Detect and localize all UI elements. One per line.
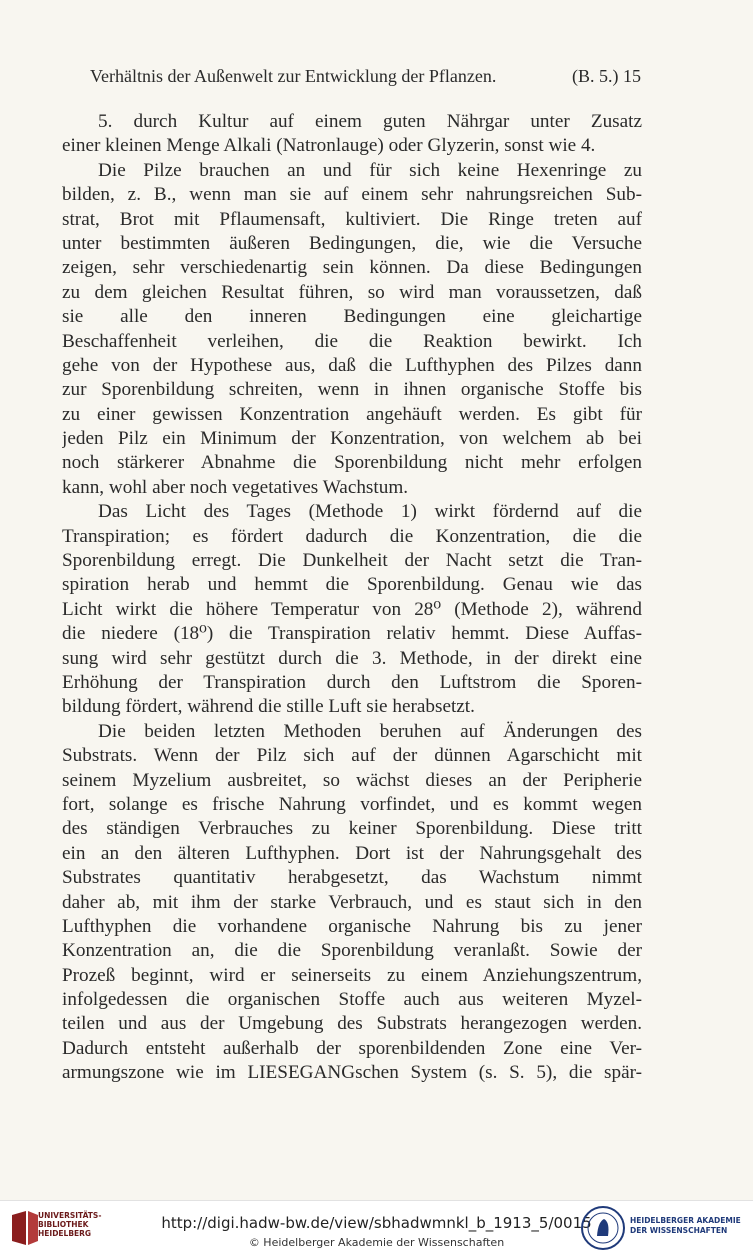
text-line: Licht wirkt die höhere Temperatur von 28⁰ (Methode 2), während	[62, 598, 642, 620]
viewer-footer	[0, 1200, 753, 1255]
text-line: einer kleinen Menge Alkali (Natronlauge) oder Glyzerin, sonst wie 4.	[62, 135, 596, 157]
text-line: des ständigen Verbrauches zu keiner Sporenbildung. Diese tritt	[62, 818, 642, 840]
text-line: Die Pilze brauchen an und für sich keine Hexenringe zu	[98, 159, 642, 181]
text-line: 5. durch Kultur auf einem guten Nährgar unter Zusatz	[98, 111, 642, 132]
text-line: fort, solange es frische Nahrung vorfindet, und es kommt wegen	[62, 793, 642, 815]
text-line: Substrates quantitativ herabgesetzt, das Wachstum nimmt	[62, 867, 642, 889]
permalink-url[interactable]: http://digi.hadw-bw.de/view/sbhadwmnkl_b_1913_5/0015	[161, 1214, 592, 1232]
text-line: teilen und aus der Umgebung des Substrats herangezogen werden.	[62, 1013, 642, 1035]
text-line: Konzentration an, die die Sporenbildung veranlaßt. Sowie der	[62, 940, 642, 962]
text-line: Dadurch entsteht außerhalb der sporenbildenden Zone eine Ver-	[62, 1037, 642, 1059]
text-line: sung wird sehr gestützt durch die 3. Methode, in der direkt eine	[62, 647, 642, 669]
text-line: Prozeß beginnt, wird er seinerseits zu einem Anziehungszentrum,	[62, 964, 642, 986]
text-line: daher ab, mit ihm der starke Verbrauch, und es staut sich in den	[62, 891, 642, 913]
text-line: bildung fördert, während die stille Luft sie herabsetzt.	[62, 696, 475, 718]
body-text	[62, 110, 642, 1086]
text-line: armungszone wie im LIESEGANGschen System (s. S. 5), die spär-	[62, 1062, 642, 1084]
text-line: kann, wohl aber noch vegetatives Wachstum.	[62, 476, 409, 498]
text-line: unter bestimmten äußeren Bedingungen, die, wie die Versuche	[62, 232, 642, 254]
text-line: Beschaffenheit verleihen, die die Reaktion bewirkt. Ich	[62, 330, 642, 352]
academy-name: HEIDELBERGER AKADEMIE DER WISSENSCHAFTEN	[630, 1216, 741, 1235]
text-line: Sporenbildung erregt. Die Dunkelheit der Nacht setzt die Tran-	[62, 550, 642, 572]
text-line: zeigen, sehr verschiedenartig sein können. Da diese Bedingungen	[62, 257, 642, 279]
text-line: sie alle den inneren Bedingungen eine gleichartige	[62, 306, 642, 328]
text-line: Das Licht des Tages (Methode 1) wirkt fördernd auf die	[98, 501, 642, 523]
text-line: spiration herab und hemmt die Sporenbildung. Genau wie das	[62, 574, 642, 596]
text-line: infolgedessen die organischen Stoffe auch aus weiteren Myzel-	[62, 989, 642, 1011]
text-line: bilden, z. B., wenn man sie auf einem sehr nahrungsreichen Sub-	[62, 184, 642, 206]
page-number: (B. 5.) 15	[572, 66, 641, 86]
text-line: strat, Brot mit Pflaumensaft, kultiviert. Die Ringe treten auf	[62, 208, 642, 230]
text-line: zu dem gleichen Resultat führen, so wird man voraussetzen, daß	[62, 281, 642, 303]
text-line: gehe von der Hypothese aus, daß die Lufthyphen des Pilzes dann	[62, 354, 642, 376]
text-line: zur Sporenbildung schreiten, wenn in ihnen organische Stoffe bis	[62, 379, 642, 401]
text-line: zu einer gewissen Konzentration angehäuft werden. Es gibt für	[62, 403, 642, 425]
header-title: Verhältnis der Außenwelt zur Entwicklung der Pflanzen.	[90, 66, 497, 86]
text-line: die niedere (18⁰) die Transpiration relativ hemmt. Diese Auffas-	[62, 623, 642, 645]
text-line: Transpiration; es fördert dadurch die Konzentration, die die	[62, 525, 642, 547]
text-line: ein an den älteren Lufthyphen. Dort ist der Nahrungsgehalt des	[62, 842, 642, 864]
text-line: seinem Myzelium ausbreitet, so wächst dieses an der Peripherie	[62, 769, 642, 791]
text-line: Substrats. Wenn der Pilz sich auf der dünnen Agarschicht mit	[62, 745, 642, 767]
text-line: Erhöhung der Transpiration durch den Luftstrom die Sporen-	[62, 671, 642, 693]
text-line: noch stärkerer Abnahme die Sporenbildung nicht mehr erfolgen	[62, 452, 642, 474]
copyright-notice: © Heidelberger Akademie der Wissenschaften	[248, 1236, 505, 1249]
library-name: UNIVERSITÄTS- BIBLIOTHEK HEIDELBERG	[38, 1211, 102, 1238]
running-header	[62, 66, 641, 92]
text-line: Die beiden letzten Methoden beruhen auf Änderungen des	[98, 720, 642, 742]
academy-seal-icon	[580, 1205, 626, 1251]
text-line: Lufthyphen die vorhandene organische Nahrung bis zu jener	[62, 915, 642, 937]
text-line: jeden Pilz ein Minimum der Konzentration, von welchem ab bei	[62, 428, 642, 450]
